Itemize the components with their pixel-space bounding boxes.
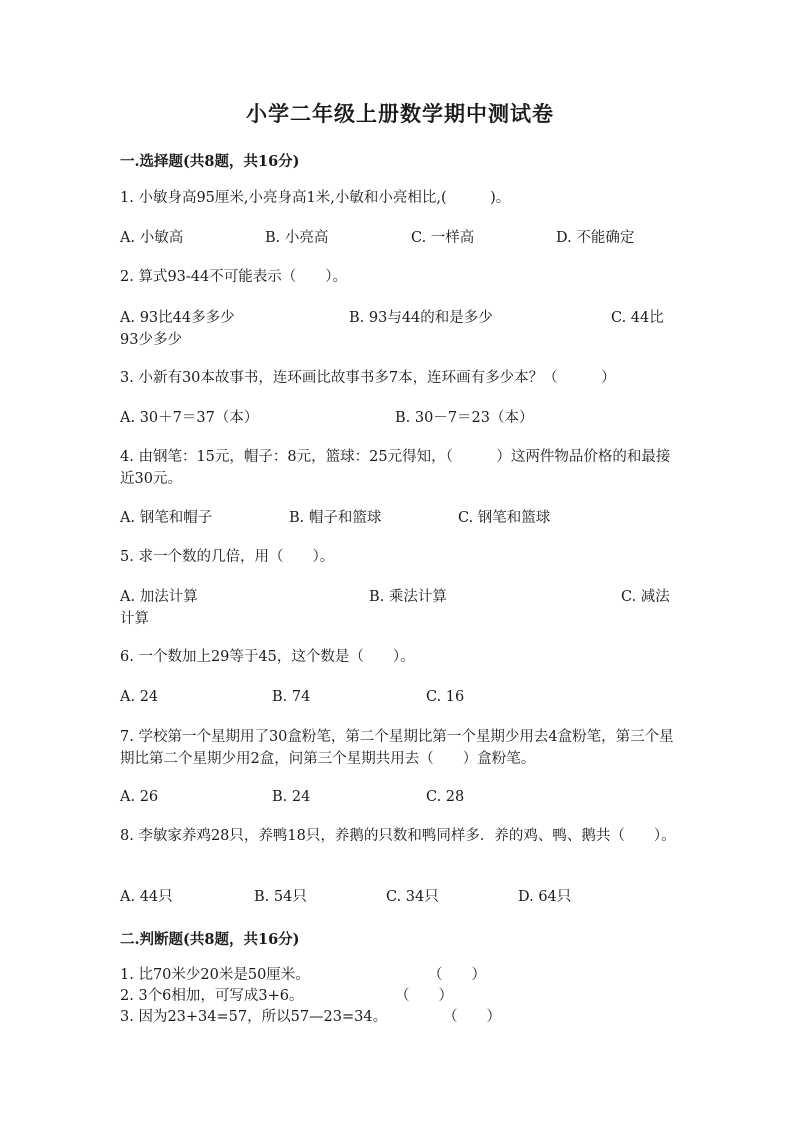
option-b: B. 30－7＝23（本） [395, 410, 534, 426]
question-8-stem: 8. 李敏家养鸡28只，养鸭18只，养鹅的只数和鸭同样多．养的鸡、鸭、鹅共（ ）。 [120, 828, 676, 844]
question-5-stem: 5. 求一个数的几倍，用（ ）。 [120, 549, 335, 565]
option-c-continued: 93少多少 [120, 332, 182, 348]
question-7-stem: 7. 学校第一个星期用了30盒粉笔，第二个星期比第一个星期少用去4盒粉笔，第三个星期比第二个星期少用2盒，问第三个星期共用去（ ）盒粉笔。 [120, 729, 674, 767]
option-b: B. 74 [272, 689, 311, 705]
section-heading-multiple-choice: 一.选择题(共8题，共16分) [120, 153, 300, 170]
tf-question-3 [120, 1007, 501, 1028]
answer-blank: （ ） [395, 988, 453, 1004]
option-c-continued: 计算 [120, 611, 149, 627]
question-1-options [120, 227, 680, 271]
option-a: A. 30＋7＝37（本） [120, 410, 259, 426]
option-b: B. 乘法计算 [369, 589, 447, 605]
option-a: A. 小敏高 [120, 230, 184, 246]
tf-question-text: 1. 比70米少20米是50厘米。 [120, 967, 310, 983]
tf-question-text: 2. 3个6相加，可写成3+6。 [120, 988, 304, 1004]
question-1-stem: 1. 小敏身高95厘米,小亮身高1米,小敏和小亮相比,( )。 [120, 190, 511, 206]
option-d: D. 64只 [518, 889, 572, 905]
option-b: B. 24 [272, 789, 311, 805]
option-a: A. 93比44多多少 [120, 310, 235, 326]
answer-blank: （ ） [443, 1009, 501, 1025]
option-a: A. 加法计算 [120, 589, 198, 605]
answer-blank: （ ） [428, 967, 486, 983]
question-4-stem: 4. 由钢笔：15元，帽子：8元，篮球：25元得知，（ ）这两件物品价格的和最接近30元。 [120, 449, 671, 487]
tf-question-2 [120, 986, 453, 1007]
question-7-options [120, 786, 680, 830]
option-b: B. 小亮高 [265, 230, 329, 246]
option-c: C. 钢笔和篮球 [458, 510, 551, 526]
question-6-stem: 6. 一个数加上29等于45，这个数是（ ）。 [120, 649, 415, 665]
option-d: D. 不能确定 [556, 230, 635, 246]
option-c: C. 44比 [611, 310, 664, 326]
option-b: B. 54只 [254, 889, 307, 905]
option-c: C. 减法 [621, 589, 670, 605]
option-b: B. 帽子和篮球 [289, 510, 382, 526]
option-b: B. 93与44的和是多少 [349, 310, 493, 326]
question-6-options [120, 686, 680, 730]
question-2-stem: 2. 算式93-44不可能表示（ ）。 [120, 269, 347, 285]
option-c: C. 28 [426, 789, 465, 805]
tf-question-1 [120, 965, 486, 986]
option-a: A. 24 [120, 689, 159, 705]
option-c: C. 一样高 [411, 230, 475, 246]
question-3-stem: 3. 小新有30本故事书，连环画比故事书多7本，连环画有多少本？（ ） [120, 370, 616, 386]
option-a: A. 44只 [120, 889, 173, 905]
question-8-options [120, 886, 680, 930]
option-a: A. 钢笔和帽子 [120, 510, 213, 526]
question-4-options [120, 507, 680, 551]
page-title: 小学二年级上册数学期中测试卷 [246, 101, 554, 126]
question-3-options [120, 407, 680, 451]
option-c: C. 34只 [386, 889, 439, 905]
section-heading-true-false: 二.判断题(共8题，共16分) [120, 931, 300, 948]
option-c: C. 16 [426, 689, 465, 705]
option-a: A. 26 [120, 789, 159, 805]
tf-question-text: 3. 因为23+34=57，所以57—23=34。 [120, 1009, 388, 1025]
